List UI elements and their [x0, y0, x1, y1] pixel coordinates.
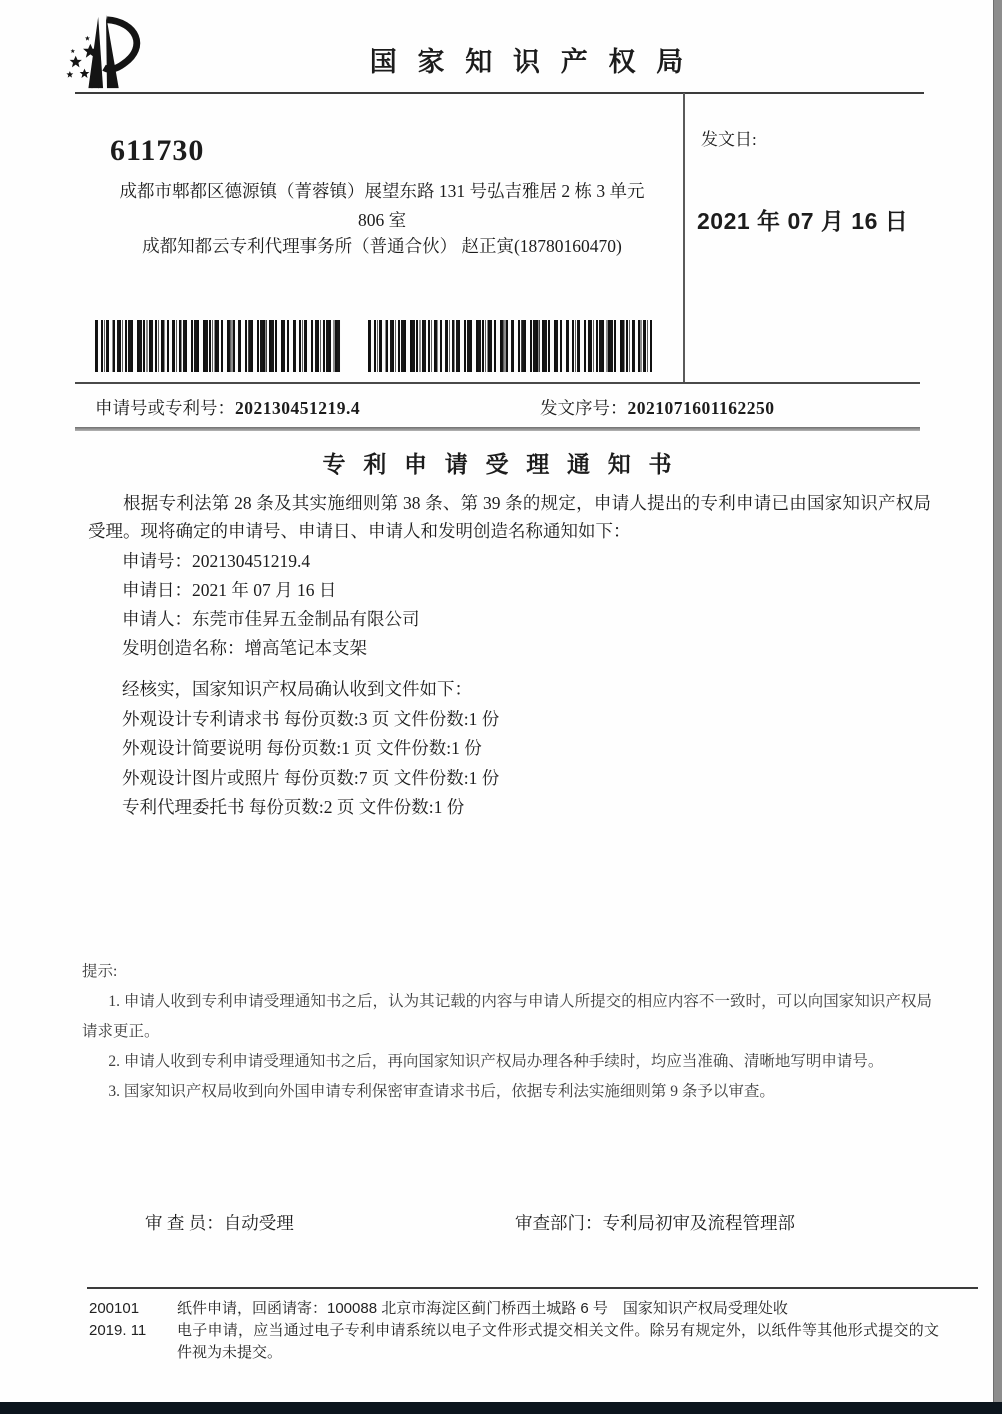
received-doc-4: 专利代理委托书 每份页数:2 页 文件份数:1 份: [122, 797, 465, 817]
received-intro: 经核实，国家知识产权局确认收到文件如下：: [122, 679, 472, 699]
application-details: [122, 547, 420, 663]
postal-code: 611730: [110, 134, 205, 167]
address-line-1: 成都市郫都区德源镇（菁蓉镇）展望东路 131 号弘吉雅居 2 栋 3 单元: [119, 181, 645, 201]
recipient-line: 成都知都云专利代理事务所（普通合伙） 赵正寅(18780160470): [142, 236, 622, 256]
received-documents: [122, 675, 499, 823]
agency-title: 国 家 知 识 产 权 局: [369, 47, 691, 77]
examiner-row: [145, 1210, 294, 1235]
received-doc-1: 外观设计专利请求书 每份页数:3 页 文件份数:1 份: [122, 708, 500, 729]
footer-note-paper: 纸件申请，回函请寄：100088 北京市海淀区蓟门桥西土城路 6 号 国家知识产权局受理处收: [177, 1300, 788, 1317]
notice-title: 专 利 申 请 受 理 通 知 书: [322, 452, 678, 477]
dispatch-box-border: [683, 93, 685, 383]
received-doc-2: 外观设计简要说明 每份页数:1 页 文件份数:1 份: [122, 738, 482, 758]
cnipa-logo-icon: [62, 10, 150, 96]
detail-application-no: 申请号：202130451219.4: [122, 551, 311, 571]
barcode-left: [95, 320, 341, 372]
footer-codes: [89, 1298, 146, 1342]
address-line-2: 806 室: [357, 210, 407, 230]
footer-code-1: 200101: [89, 1300, 140, 1317]
footer-code-2: 2019. 11: [89, 1322, 147, 1339]
barcode-divider: [75, 382, 920, 384]
application-number-value: 202130451219.4: [235, 398, 361, 418]
department-label: 审查部门：: [515, 1213, 603, 1233]
examiner-label: 审 查 员：: [145, 1213, 224, 1233]
serial-number-value: 2021071601162250: [627, 398, 775, 418]
serial-number-row: [540, 395, 775, 420]
department-row: [515, 1210, 795, 1235]
scan-right-edge: [993, 0, 1002, 1414]
detail-invention-title: 发明创造名称：增高笔记本支架: [122, 638, 367, 658]
department-value: 专利局初审及流程管理部: [602, 1213, 795, 1233]
header-divider: [75, 92, 924, 94]
footer-note-electronic: 电子申请，应当通过电子专利申请系统以电子文件形式提交相关文件。除另有规定外，以纸件等其他形式提交的文件视为未提交。: [177, 1322, 939, 1361]
barcode-right: [368, 320, 652, 372]
thick-divider: [75, 427, 920, 431]
tip-item-2: 2. 申请人收到专利申请受理通知书之后，再向国家知识产权局办理各种手续时，均应当准确、清晰地写明申请号。: [108, 1053, 884, 1070]
application-number-row: [95, 395, 360, 420]
tips-label: 提示:: [82, 963, 118, 980]
tip-item-1: 1. 申请人收到专利申请受理通知书之后，认为其记载的内容与申请人所提交的相应内容不一致时，可以向国家知识产权局请求更正。: [82, 993, 932, 1040]
scan-bottom-bar: [0, 1402, 1002, 1414]
notice-intro-paragraph: 根据专利法第 28 条及其实施细则第 38 条、第 39 条的规定，申请人提出的专利申请已由国家知识产权局受理。现将确定的申请号、申请日、申请人和发明创造名称通知如下：: [88, 493, 931, 541]
tip-item-3: 3. 国家知识产权局收到向外国申请专利保密审查请求书后，依据专利法实施细则第 9 条予以审查。: [108, 1083, 775, 1100]
footer-notes: [177, 1298, 939, 1364]
examiner-value: 自动受理: [223, 1213, 294, 1233]
footer-divider: [87, 1287, 978, 1289]
dispatch-date-label: 发文日:: [701, 130, 757, 149]
application-number-label: 申请号或专利号：: [95, 398, 235, 418]
detail-filing-date: 申请日：2021 年 07 月 16 日: [122, 580, 337, 600]
tips-section: [82, 957, 932, 1107]
serial-number-label: 发文序号：: [540, 398, 628, 418]
received-doc-3: 外观设计图片或照片 每份页数:7 页 文件份数:1 份: [122, 767, 500, 788]
dispatch-date-value: 2021 年 07 月 16 日: [697, 208, 909, 234]
detail-applicant: 申请人：东莞市佳昇五金制品有限公司: [122, 609, 420, 629]
